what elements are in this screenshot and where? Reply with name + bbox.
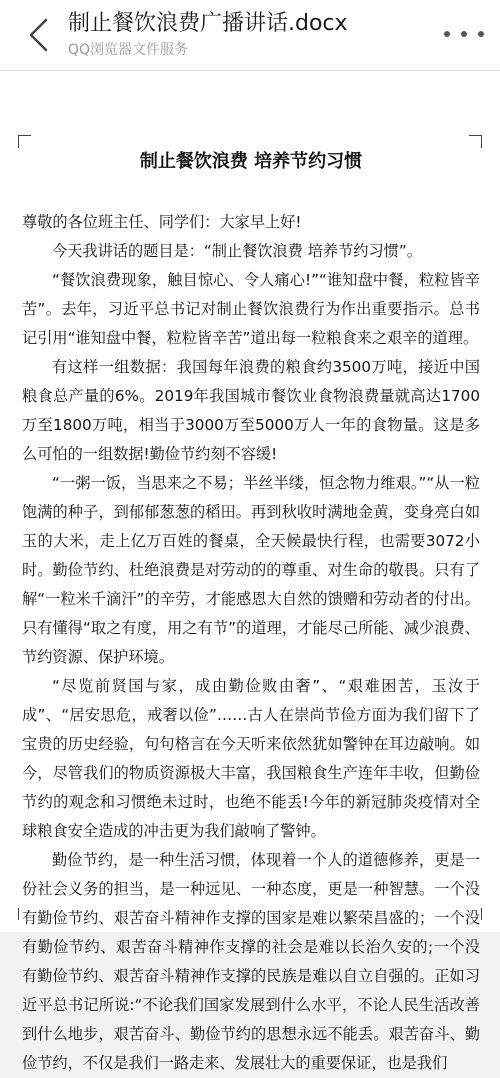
paragraph-greeting: 尊敬的各位班主任、同学们：大家早上好! <box>22 213 302 231</box>
paragraph: “一粥一饭，当思来之不易；半丝半缕，恒念物力维艰。”“从一粒饱满的种子，到郁郁葱葱的稻田。再到秋收时满地金黄，变身亮白如玉的大米，走上亿万百姓的餐桌，全天候最快行程，也需要3072小时。勤俭节约、杜绝浪费是对劳动的的尊重、对生命的敬畏。只有了解“一粒米千滴汗”的辛劳，才能感恩大自然的馈赠和劳动者的付出。只有懂得“取之有度，用之有节”的道理，才能尽己所能、减少浪费、节约资源、保护环境。 <box>22 474 480 666</box>
document-heading: 制止餐饮浪费 培养节约习惯 <box>139 151 363 172</box>
document-content <box>22 147 480 1078</box>
paragraph: 今天我讲话的题目是：“制止餐饮浪费 培养节约习惯”。 <box>52 242 422 260</box>
paragraph: “尽览前贤国与家，成由勤俭败由奢”、“艰难困苦，玉汝于成”、“居安思危，戒奢以俭”……古人在崇尚节俭方面为我们留下了宝贵的历史经验，句句格言在今天听来依然犹如警钟在耳边敲响。如今，尽管我们的物质资源极大丰富，我国粮食生产连年丰收，但勤俭节约的观念和习惯绝未过时，也绝不能丢!今年的新冠肺炎疫情对全球粮食安全造成的冲击更为我们敲响了警钟。 <box>22 677 480 840</box>
dot-icon <box>478 31 484 37</box>
paragraph: 勤俭节约，是一种生活习惯，体现着一个人的道德修养，更是一份社会义务的担当，是一种远见、一种态度，更是一种智慧。一个没有勤俭节约、艰苦奋斗精神作支撑的国家是难以繁荣昌盛的；一个没有勤俭节约、艰苦奋斗精神作支撑的社会是难以长治久安的;一个没有勤俭节约、艰苦奋斗精神作支撑的民族是难以自立自强的。正如习近平总书记所说:“不论我们国家发展到什么水平，不论人民生活改善到什么地步，艰苦奋斗、勤俭节约的思想永远不能丢。艰苦奋斗、勤俭节约，不仅是我们一路走来、发展壮大的重要保证，也是我们 <box>22 851 480 1072</box>
more-options-button[interactable] <box>444 26 484 42</box>
document-title: 制止餐饮浪费广播讲话.docx <box>68 11 348 36</box>
paragraph: “餐饮浪费现象，触目惊心、令人痛心!”“谁知盘中餐，粒粒皆辛苦”。去年，习近平总书记对制止餐饮浪费行为作出重要指示。总书记引用“谁知盘中餐，粒粒皆辛苦”道出每一粒粮食来之艰辛的道理。 <box>22 271 480 347</box>
back-button[interactable] <box>26 18 54 52</box>
document-subtitle: QQ浏览器文件服务 <box>68 42 189 58</box>
top-bar <box>0 0 500 71</box>
document-body <box>22 208 480 1078</box>
dot-icon <box>461 31 467 37</box>
chevron-left-icon <box>26 18 54 52</box>
dot-icon <box>444 31 450 37</box>
paragraph: 有这样一组数据：我国每年浪费的粮食约3500万吨，接近中国粮食总产量的6%。2019年我国城市餐饮业食物浪费量就高达1700万至1800万吨，相当于3000万至5000万人一年的食物量。这是多么可怕的一组数据!勤俭节约刻不容缓! <box>22 358 480 463</box>
document-page[interactable] <box>0 71 500 1072</box>
title-block <box>68 10 428 60</box>
